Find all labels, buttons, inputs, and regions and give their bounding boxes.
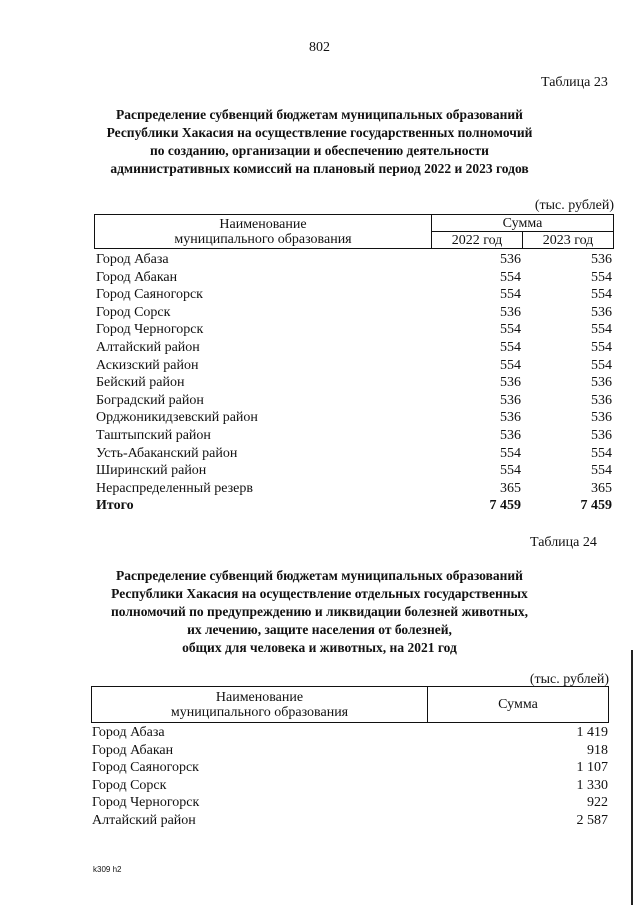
table-row: Город Абакан 554 554 <box>96 269 612 285</box>
table-23-label: Таблица 23 <box>541 75 608 90</box>
table-23-units: (тыс. рублей) <box>534 198 614 213</box>
table-row: Алтайский район 554 554 <box>96 339 612 355</box>
table-24-units: (тыс. рублей) <box>529 672 609 687</box>
sum-column-header: Сумма <box>428 687 609 723</box>
table-24-label: Таблица 24 <box>530 535 597 550</box>
table-24-header <box>91 686 609 723</box>
year-2022-header: 2022 год <box>432 232 523 249</box>
table-row: Боградский район 536 536 <box>96 392 612 408</box>
table-row: Аскизский район 554 554 <box>96 357 612 373</box>
table-row: Город Саяногорск 1 107 <box>92 760 608 776</box>
total-row: Итого 7 459 7 459 <box>96 498 612 514</box>
table-row: Усть-Абаканский район 554 554 <box>96 445 612 461</box>
table-24-heading: Распределение субвенций бюджетам муниципальных образований Республики Хакасия на осуществление отдельных государственных полномочий по предупреждению и ликвидации болезней животных, их лечению, защите населения от болезней, общих для человека и животных, на 2021 год <box>111 568 528 655</box>
table-row: Город Абаза 1 419 <box>92 725 608 740</box>
table-row: Город Абаза 536 536 <box>96 252 612 267</box>
table-row: Город Черногорск 554 554 <box>96 322 612 338</box>
table-row: Нераспределенный резерв 365 365 <box>96 480 612 496</box>
table-row: Город Сорск 536 536 <box>96 304 612 320</box>
table-row: Город Сорск 1 330 <box>92 777 608 793</box>
table-row: Город Абакан 918 <box>92 742 608 758</box>
table-23-body <box>96 251 612 515</box>
table-row: Бейский район 536 536 <box>96 375 612 391</box>
name-column-header: Наименование муниципального образования <box>92 687 428 723</box>
table-row: Город Саяногорск 554 554 <box>96 287 612 303</box>
page-number: 802 <box>309 40 330 55</box>
table-row: Город Черногорск 922 <box>92 795 608 811</box>
table-23-heading: Распределение субвенций бюджетам муниципальных образований Республики Хакасия на осуществление государственных полномочий по созданию, организации и обеспечению деятельности административных комиссий на плановый период 2022 и 2023 годов <box>106 107 533 176</box>
table-row: Орджоникидзевский район 536 536 <box>96 410 612 426</box>
table-23-header <box>94 214 614 249</box>
table-row: Ширинский район 554 554 <box>96 463 612 479</box>
name-column-header: Наименование муниципального образования <box>95 215 432 249</box>
footer-code: k309 h2 <box>93 865 122 874</box>
table-24-body <box>92 724 608 830</box>
table-row: Алтайский район 2 587 <box>92 812 608 828</box>
scan-edge-line <box>631 650 633 905</box>
year-2023-header: 2023 год <box>523 232 614 249</box>
sum-column-header: Сумма <box>432 215 614 232</box>
table-row: Таштыпский район 536 536 <box>96 427 612 443</box>
